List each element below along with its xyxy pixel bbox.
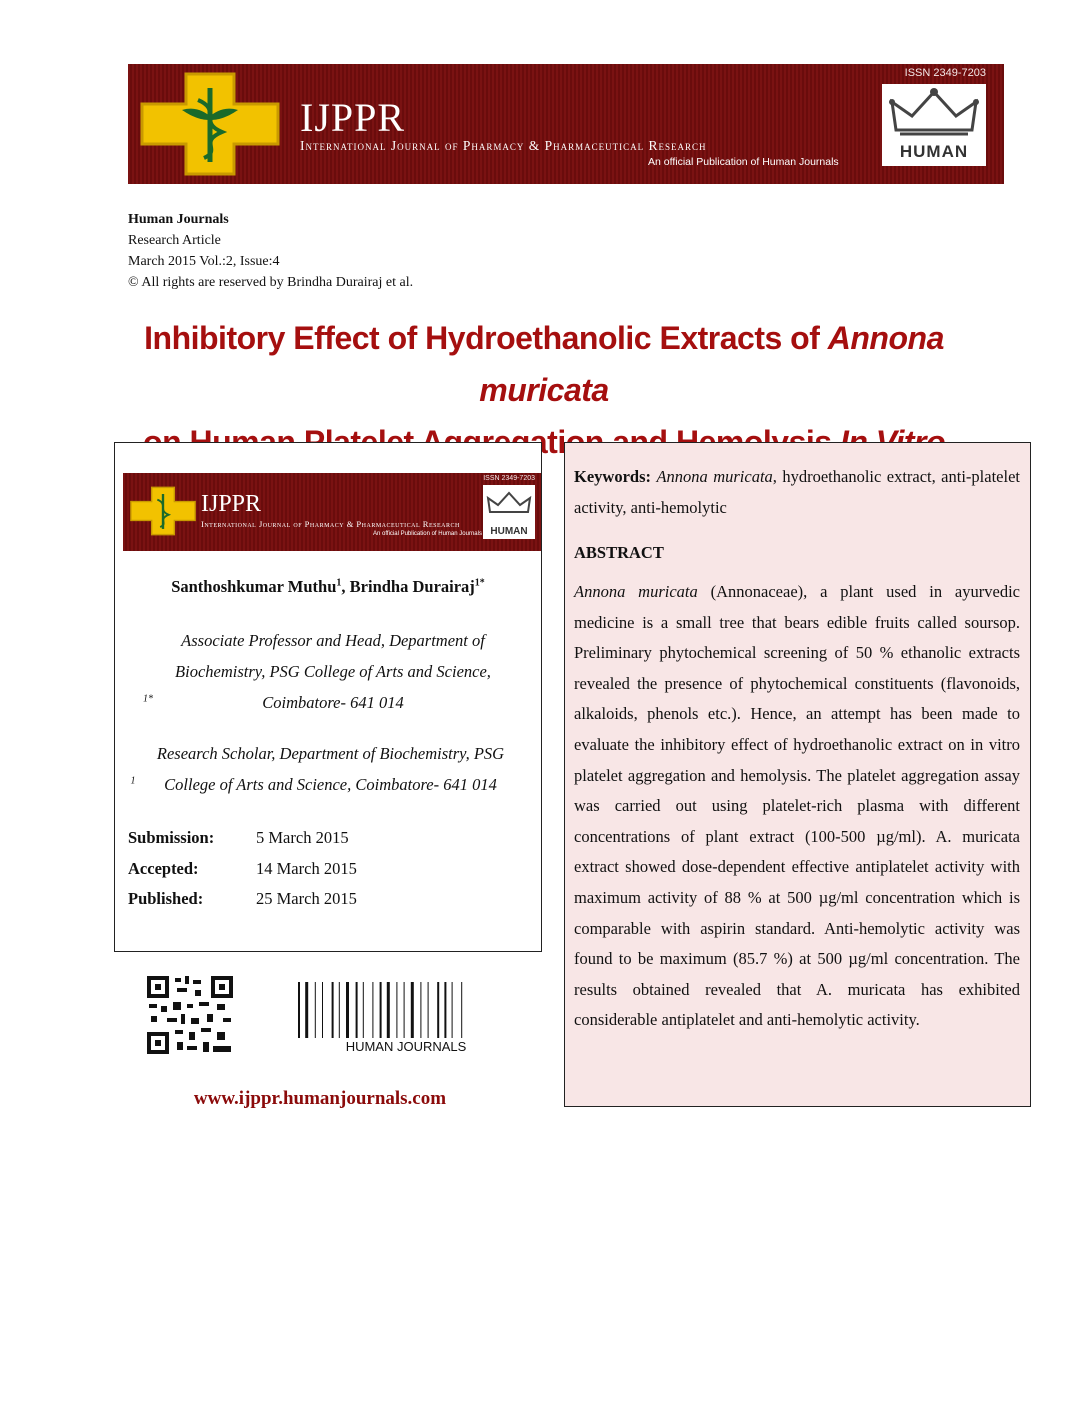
barcode-bar (315, 982, 316, 1038)
barcode-bar (298, 982, 300, 1038)
copyright: © All rights are reserved by Brindha Durairaj et al. (128, 275, 414, 290)
author-list (115, 577, 541, 597)
barcode-bar (322, 982, 323, 1038)
journal-banner (128, 64, 1004, 184)
mini-full-name: International Journal of Pharmacy & Pharmaceutical Research (201, 519, 460, 529)
author-1: Santhoshkumar Muthu (171, 577, 337, 596)
barcode-bar (437, 982, 439, 1038)
barcode-bar (305, 982, 308, 1038)
article-type: Research Article (128, 233, 221, 248)
caduceus-cross-logo-small (129, 479, 197, 543)
issue-info: March 2015 Vol.:2, Issue:4 (128, 254, 280, 269)
keywords-rest: , hydroethanolic extract, anti-platelet activity, anti-hemolytic (574, 467, 1020, 517)
barcode-bar (396, 982, 397, 1038)
title-line1-species: Annona muricata (479, 320, 944, 408)
mini-human-text: HUMAN (490, 526, 528, 537)
date-label: Submission: (128, 828, 215, 847)
keywords-species: Annona muricata (656, 467, 773, 486)
barcode-bar (404, 982, 405, 1038)
mini-journal-banner (123, 473, 541, 551)
affiliation-2 (115, 738, 541, 800)
barcode (298, 982, 514, 1038)
date-value: 25 March 2015 (256, 889, 357, 908)
mini-tagline: An official Publication of Human Journals (373, 531, 482, 537)
author-separator: , (341, 577, 350, 596)
issn-label: ISSN 2349-7203 (904, 67, 986, 79)
abstract-species: Annona muricata (574, 582, 698, 601)
journal-full-name: International Journal of Pharmacy & Pharmaceutical Research (300, 138, 707, 153)
article-info-box (114, 442, 542, 952)
author-2-sup: 1* (474, 577, 485, 589)
title-line1: Inhibitory Effect of Hydroethanolic Extracts of (144, 320, 828, 356)
date-label: Published: (128, 889, 204, 908)
barcode-bar (461, 982, 462, 1038)
qr-code (147, 976, 233, 1054)
date-row (128, 823, 357, 854)
keywords (574, 461, 1020, 523)
date-value: 5 March 2015 (256, 828, 349, 847)
mini-crown-icon (483, 485, 535, 521)
abstract-heading: ABSTRACT (574, 543, 664, 562)
mini-human-logo (483, 485, 535, 539)
journal-brand: IJPPR (300, 95, 406, 140)
barcode-bar (339, 982, 340, 1038)
date-row (128, 854, 357, 885)
barcode-bar (428, 982, 429, 1038)
barcode-bar (332, 982, 334, 1038)
article-meta (128, 209, 413, 293)
keywords-label: Keywords: (574, 467, 651, 486)
barcode-bar (372, 982, 373, 1038)
abstract-body: (Annonaceae), a plant used in ayurvedic medicine is a small tree that bears edible fruits called soursop. Preliminary phytochemical screening of 50 % ethanolic extracts revealed the presence of phytochemical constituents (flavonoids, alkaloids, phenols etc.). Hence, an attempt has been made to evaluate the inhibitory effect of hydroethanolic extract on in vitro platelet aggregation and hemolysis. The platelet aggregation assay was carried out using platelet-rich plasma with different concentrations of plant extract (100-500 µg/ml). A. muricata extract showed dose-dependent effective antiplatelet activity with maximum activity of 88 % at 500 µg/ml concentration which is comparable with aspirin standard. Anti-hemolytic activity was found to be maximum (85.7 %) at 500 µg/ml concentration. The results obtained revealed that A. muricata has exhibited considerable antiplatelet and anti-hemolytic activity. (574, 582, 1020, 1030)
date-label: Accepted: (128, 858, 199, 878)
barcode-bar (411, 982, 414, 1038)
abstract-text (574, 577, 1020, 1036)
mini-brand: IJPPR (201, 491, 262, 517)
affiliation-1-text: Associate Professor and Head, Department of Biochemistry, PSG College of Arts and Science, Coimbatore- 641 014 (175, 631, 491, 712)
crown-icon (882, 84, 986, 140)
affiliation-1 (115, 625, 541, 718)
barcode-bar (444, 982, 446, 1038)
barcode-bar (363, 982, 364, 1038)
affiliation-1-sup: 1* (143, 693, 153, 705)
journal-tagline: An official Publication of Human Journals (648, 156, 839, 168)
barcode-bar (387, 982, 390, 1038)
human-logo (882, 84, 986, 166)
barcode-bar (420, 982, 421, 1038)
date-list (128, 823, 357, 915)
author-1-sup: 1 (336, 577, 342, 589)
barcode-bar (346, 982, 349, 1038)
human-logo-text: HUMAN (899, 142, 969, 161)
barcode-bar (380, 982, 382, 1038)
barcode-bar (356, 982, 358, 1038)
date-row (128, 884, 357, 915)
mini-issn: ISSN 2349-7203 (483, 475, 535, 482)
barcode-label: HUMAN JOURNALS (345, 1039, 467, 1054)
journal-name: Human Journals (128, 212, 229, 227)
journal-website-link[interactable]: www.ijppr.humanjournals.com (193, 1088, 447, 1109)
barcode-bar (452, 982, 453, 1038)
abstract-box (564, 442, 1031, 1107)
date-value: 14 March 2015 (256, 858, 357, 878)
caduceus-cross-logo (138, 70, 282, 178)
affiliation-2-sup: 1 (130, 775, 136, 787)
author-2: Brindha Durairaj (349, 577, 475, 596)
affiliation-2-text: Research Scholar, Department of Biochemistry, PSG College of Arts and Science, Coimbatore- 641 014 (156, 744, 505, 794)
